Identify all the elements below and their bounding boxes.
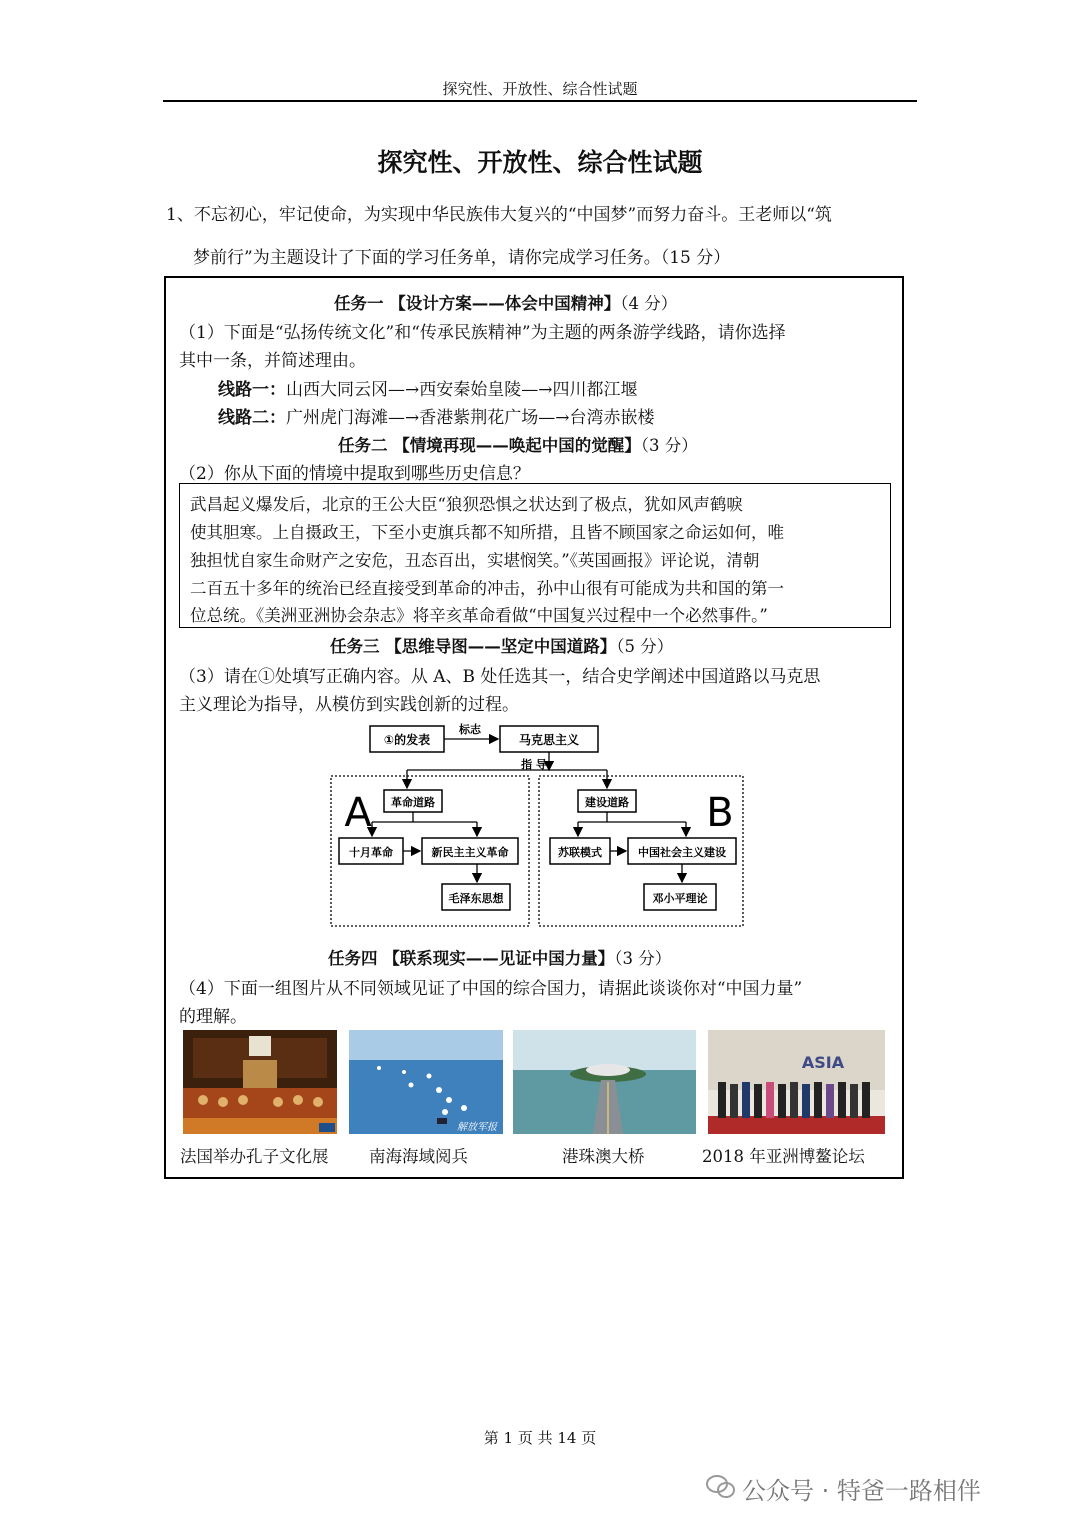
node-soviet: 苏联模式 (558, 846, 602, 859)
task1-question-line-2: 其中一条，并简述理由。 (179, 351, 366, 371)
task2-title-prefix: 任务二 (338, 436, 394, 455)
task2-title-main: 【情境再现——唤起中国的觉醒】 (393, 436, 641, 455)
task1-title-prefix: 任务一 (334, 294, 390, 313)
node-marxism: 马克思主义 (518, 733, 580, 747)
task1-question-line-1: （1）下面是“弘扬传统文化”和“传承民族精神”为主题的两条游学线路，请你选择 (179, 323, 786, 343)
quote-line: 位总统。《美洲亚洲协会杂志》将辛亥革命看做“中国复兴过程中一个必然事件。” (190, 606, 768, 625)
route-2-label: 线路二： (218, 408, 286, 428)
header-rule (163, 100, 917, 102)
task3-question-line-1: （3）请在①处填写正确内容。从 A、B 处任选其一，结合史学阐述中国道路以马克思 (179, 667, 821, 687)
task3-title-score: （5 分） (616, 637, 674, 656)
task2-title (338, 432, 698, 456)
watermark-text: 公众号 · 特爸一路相伴 (742, 1477, 981, 1505)
node-new-democratic: 新民主主义革命 (431, 846, 509, 859)
label-sign: 标志 (459, 723, 481, 736)
task4-title-score: （3 分） (614, 949, 672, 968)
running-header: 探究性、开放性、综合性试题 (442, 80, 638, 98)
node-deng: 邓小平理论 (652, 892, 708, 905)
task1-title-score: （4 分） (620, 294, 678, 313)
task1-title (334, 290, 677, 314)
label-guide: 指 导 (521, 758, 547, 771)
quote-line: 使其胆寒。上自摄政王，下至小吏旗兵都不知所措，且皆不顾国家之命运如何，唯 (190, 523, 784, 542)
letter-b: B (706, 790, 734, 836)
route-1-text: 山西大同云冈—→西安秦始皇陵—→四川都江堰 (286, 380, 638, 400)
task4-title-main: 【联系现实——见证中国力量】 (383, 949, 615, 968)
quote-line: 二百五十多年的统治已经直接受到革命的冲击，孙中山很有可能成为共和国的第一 (190, 579, 784, 598)
photo-bridge (513, 1030, 696, 1134)
node-october: 十月革命 (349, 846, 393, 859)
route-1 (218, 375, 638, 400)
route-1-label: 线路一： (218, 380, 286, 400)
node-construction-road: 建设道路 (585, 796, 629, 809)
letter-a: A (344, 790, 372, 836)
wechat-icon (706, 1474, 736, 1500)
caption-boao-forum: 2018 年亚洲博鳌论坛 (702, 1147, 865, 1166)
route-2-text: 广州虎门海滩—→香港紫荆花广场—→台湾赤嵌楼 (286, 408, 655, 428)
mind-map-diagram (322, 718, 752, 933)
task2-title-score: （3 分） (640, 436, 698, 455)
quote-line: 武昌起义爆发后，北京的王公大臣“狼狈恐惧之状达到了极点，犹如风声鹤唳 (190, 495, 743, 514)
question-line-2: 梦前行”为主题设计了下面的学习任务单，请你完成学习任务。（15 分） (193, 248, 731, 268)
task1-title-main: 【设计方案——体会中国精神】 (389, 294, 621, 313)
page-footer: 第 1 页 共 14 页 (483, 1429, 597, 1447)
task3-question-line-2: 主义理论为指导，从模仿到实践创新的过程。 (179, 695, 519, 715)
node-china-socialist: 中国社会主义建设 (638, 846, 726, 859)
photo-confucius-exhibition (183, 1030, 337, 1134)
node-publish: ①的发表 (383, 733, 431, 747)
question-line-1: 1、不忘初心，牢记使命，为实现中华民族伟大复兴的“中国梦”而努力奋斗。王老师以“筑 (166, 205, 832, 225)
historical-quote-box (179, 483, 891, 628)
photo-boao-forum (708, 1030, 885, 1134)
node-revolution-road: 革命道路 (391, 796, 435, 809)
task3-title-prefix: 任务三 (330, 637, 386, 656)
photo-navy-review (349, 1030, 503, 1134)
navy-watermark: 解放军报 (457, 1122, 497, 1133)
task4-question-line-1: （4）下面一组图片从不同领域见证了中国的综合国力，请据此谈谈你对“中国力量” (179, 979, 803, 999)
task3-title-main: 【思维导图——坚定中国道路】 (385, 637, 617, 656)
caption-bridge: 港珠澳大桥 (562, 1147, 645, 1166)
quote-line: 独担忧自家生命财产之安危，丑态百出，实堪悯笑。”《英国画报》评论说，清朝 (190, 551, 760, 570)
page-title: 探究性、开放性、综合性试题 (377, 148, 703, 177)
forum-banner-text: ASIA (801, 1053, 845, 1072)
caption-confucius-exhibition: 法国举办孔子文化展 (180, 1147, 329, 1166)
caption-navy-review: 南海海域阅兵 (369, 1147, 468, 1166)
route-2 (218, 403, 655, 428)
task2-question: （2）你从下面的情境中提取到哪些历史信息？ (179, 464, 530, 484)
node-mao: 毛泽东思想 (448, 892, 504, 905)
task3-title (330, 633, 673, 657)
task4-title-prefix: 任务四 (328, 949, 384, 968)
task4-question-line-2: 的理解。 (179, 1007, 247, 1027)
task4-title (328, 945, 671, 969)
